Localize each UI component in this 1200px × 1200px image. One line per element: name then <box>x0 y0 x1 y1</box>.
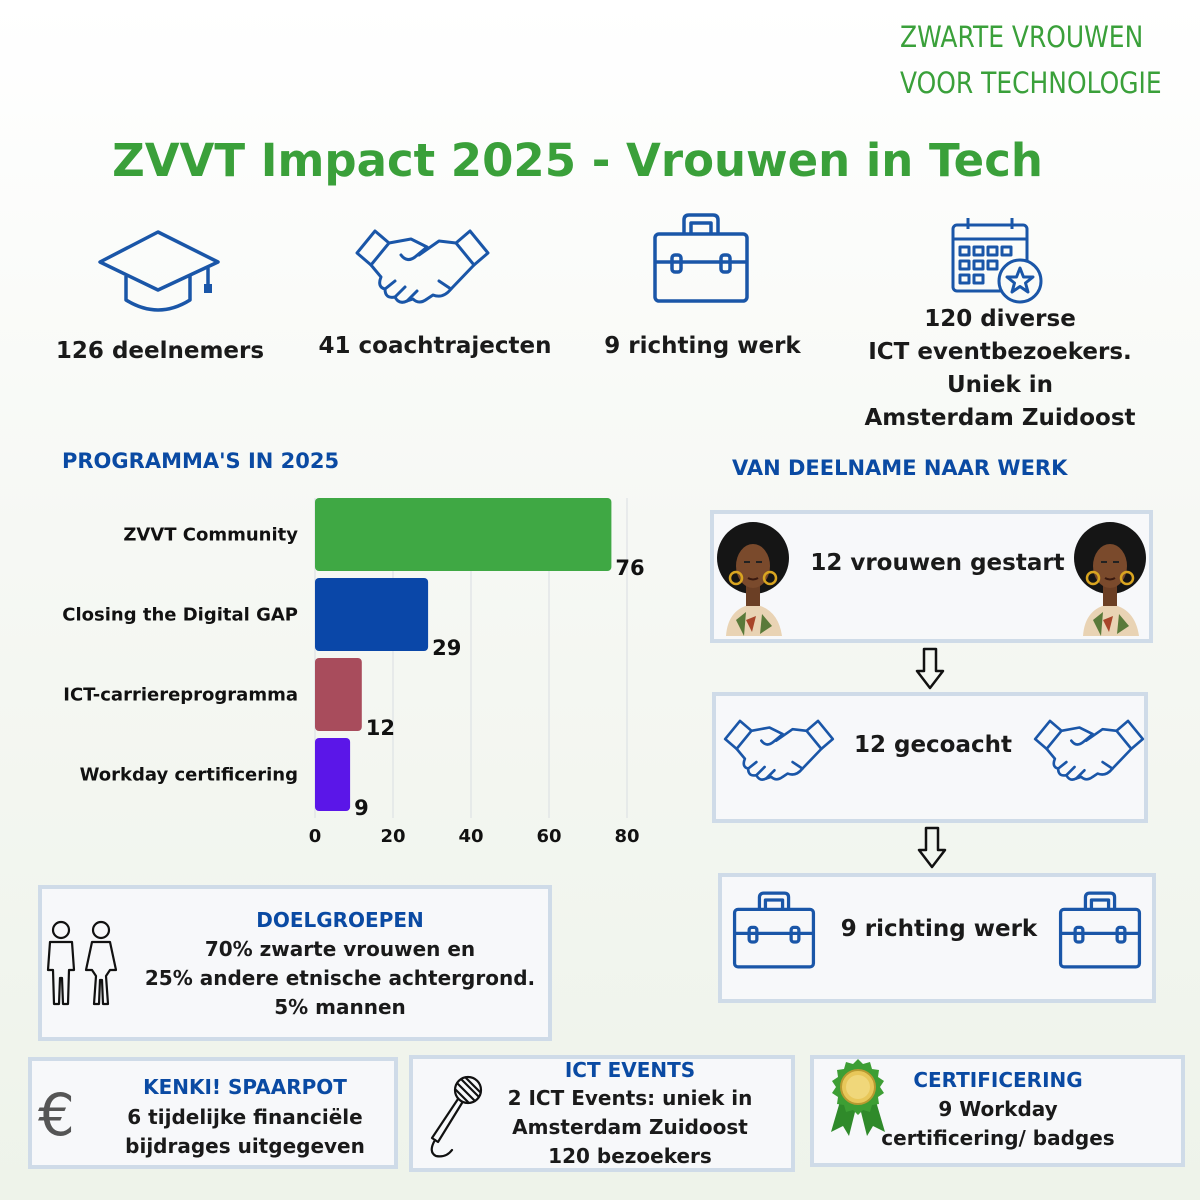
x-tick-label: 80 <box>614 826 640 847</box>
stat-event-visitors-line-4: Amsterdam Zuidoost <box>864 405 1136 431</box>
briefcase-icon <box>652 212 750 304</box>
data-label: 9 <box>354 796 369 820</box>
target-groups-line-3: 5% mannen <box>274 995 406 1019</box>
programs-bar-chart <box>0 490 680 850</box>
ict-events-heading: ICT EVENTS <box>564 1058 696 1082</box>
category-label: Workday certificering <box>79 764 298 786</box>
ict-events-line-1: 2 ICT Events: uniek in <box>507 1086 753 1110</box>
target-groups-heading: DOELGROEPEN <box>256 908 424 932</box>
brand-line-2: VOOR TECHNOLOGIE <box>900 66 1162 100</box>
arrow-down-icon <box>917 826 947 870</box>
graduation-cap-icon <box>100 228 220 318</box>
data-label: 12 <box>365 716 396 740</box>
certification-text <box>860 1095 1136 1153</box>
bar <box>315 498 611 571</box>
flow-step-started-text: 12 vrouwen gestart <box>810 550 1065 576</box>
woman-avatar-icon <box>716 516 790 636</box>
kenki-line-2: bijdrages uitgegeven <box>125 1134 365 1158</box>
target-groups-line-1: 70% zwarte vrouwen en <box>204 937 476 961</box>
calendar-star-icon <box>950 215 1045 305</box>
stat-towards-work: 9 richting werk <box>604 333 801 359</box>
kenki-heading: KENKI! SPAARPOT <box>143 1075 347 1099</box>
ict-events-line-3: 120 bezoekers <box>548 1144 712 1168</box>
stat-event-visitors <box>840 303 1160 435</box>
kenki-text <box>100 1103 390 1161</box>
stat-participants: 126 deelnemers <box>55 338 265 364</box>
bar <box>315 738 350 811</box>
stat-event-visitors-line-1: 120 diverse <box>924 306 1076 332</box>
stat-coach-trajectories: 41 coachtrajecten <box>318 333 552 359</box>
category-label: ICT-carriereprogramma <box>63 684 298 706</box>
microphone-icon <box>422 1072 486 1162</box>
flow-heading: VAN DEELNAME NAAR WERK <box>732 456 1068 480</box>
category-label: ZVVT Community <box>123 524 298 546</box>
brand-line-1: ZWARTE VROUWEN <box>900 20 1144 54</box>
bar <box>315 658 362 731</box>
stat-event-visitors-line-2: ICT eventbezoekers. <box>868 339 1132 365</box>
ict-events-line-2: Amsterdam Zuidoost <box>512 1115 748 1139</box>
man-woman-icon <box>44 920 120 1006</box>
briefcase-icon <box>1058 888 1142 972</box>
certification-line-1: 9 Workday <box>938 1097 1058 1121</box>
ict-events-text <box>480 1084 780 1171</box>
euro-icon: € <box>38 1081 75 1149</box>
x-tick-label: 0 <box>308 826 322 847</box>
stat-event-visitors-line-3: Uniek in <box>946 372 1054 398</box>
certification-heading: CERTIFICERING <box>913 1068 1083 1092</box>
target-groups-line-2: 25% andere etnische achtergrond. <box>144 966 536 990</box>
data-label: 76 <box>615 556 645 580</box>
arrow-down-icon <box>915 647 945 691</box>
programs-heading: PROGRAMMA'S IN 2025 <box>62 449 340 473</box>
data-label: 29 <box>432 636 462 660</box>
flow-step-coached-text: 12 gecoacht <box>853 732 1013 758</box>
target-groups-text <box>120 935 560 1022</box>
certification-line-2: certificering/ badges <box>881 1126 1115 1150</box>
handshake-icon <box>355 225 490 315</box>
woman-avatar-icon <box>1073 516 1147 636</box>
x-tick-label: 40 <box>458 826 484 847</box>
x-tick-label: 20 <box>380 826 406 847</box>
kenki-line-1: 6 tijdelijke financiële <box>127 1105 363 1129</box>
handshake-icon <box>1030 716 1148 790</box>
flow-step-work-text: 9 richting werk <box>840 916 1038 942</box>
briefcase-icon <box>732 888 816 972</box>
x-tick-label: 60 <box>536 826 562 847</box>
category-label: Closing the Digital GAP <box>62 604 298 626</box>
brand-logo <box>900 14 1190 106</box>
handshake-icon <box>720 716 838 790</box>
bar <box>315 578 428 651</box>
page-title: ZVVT Impact 2025 - Vrouwen in Tech <box>112 134 1043 187</box>
